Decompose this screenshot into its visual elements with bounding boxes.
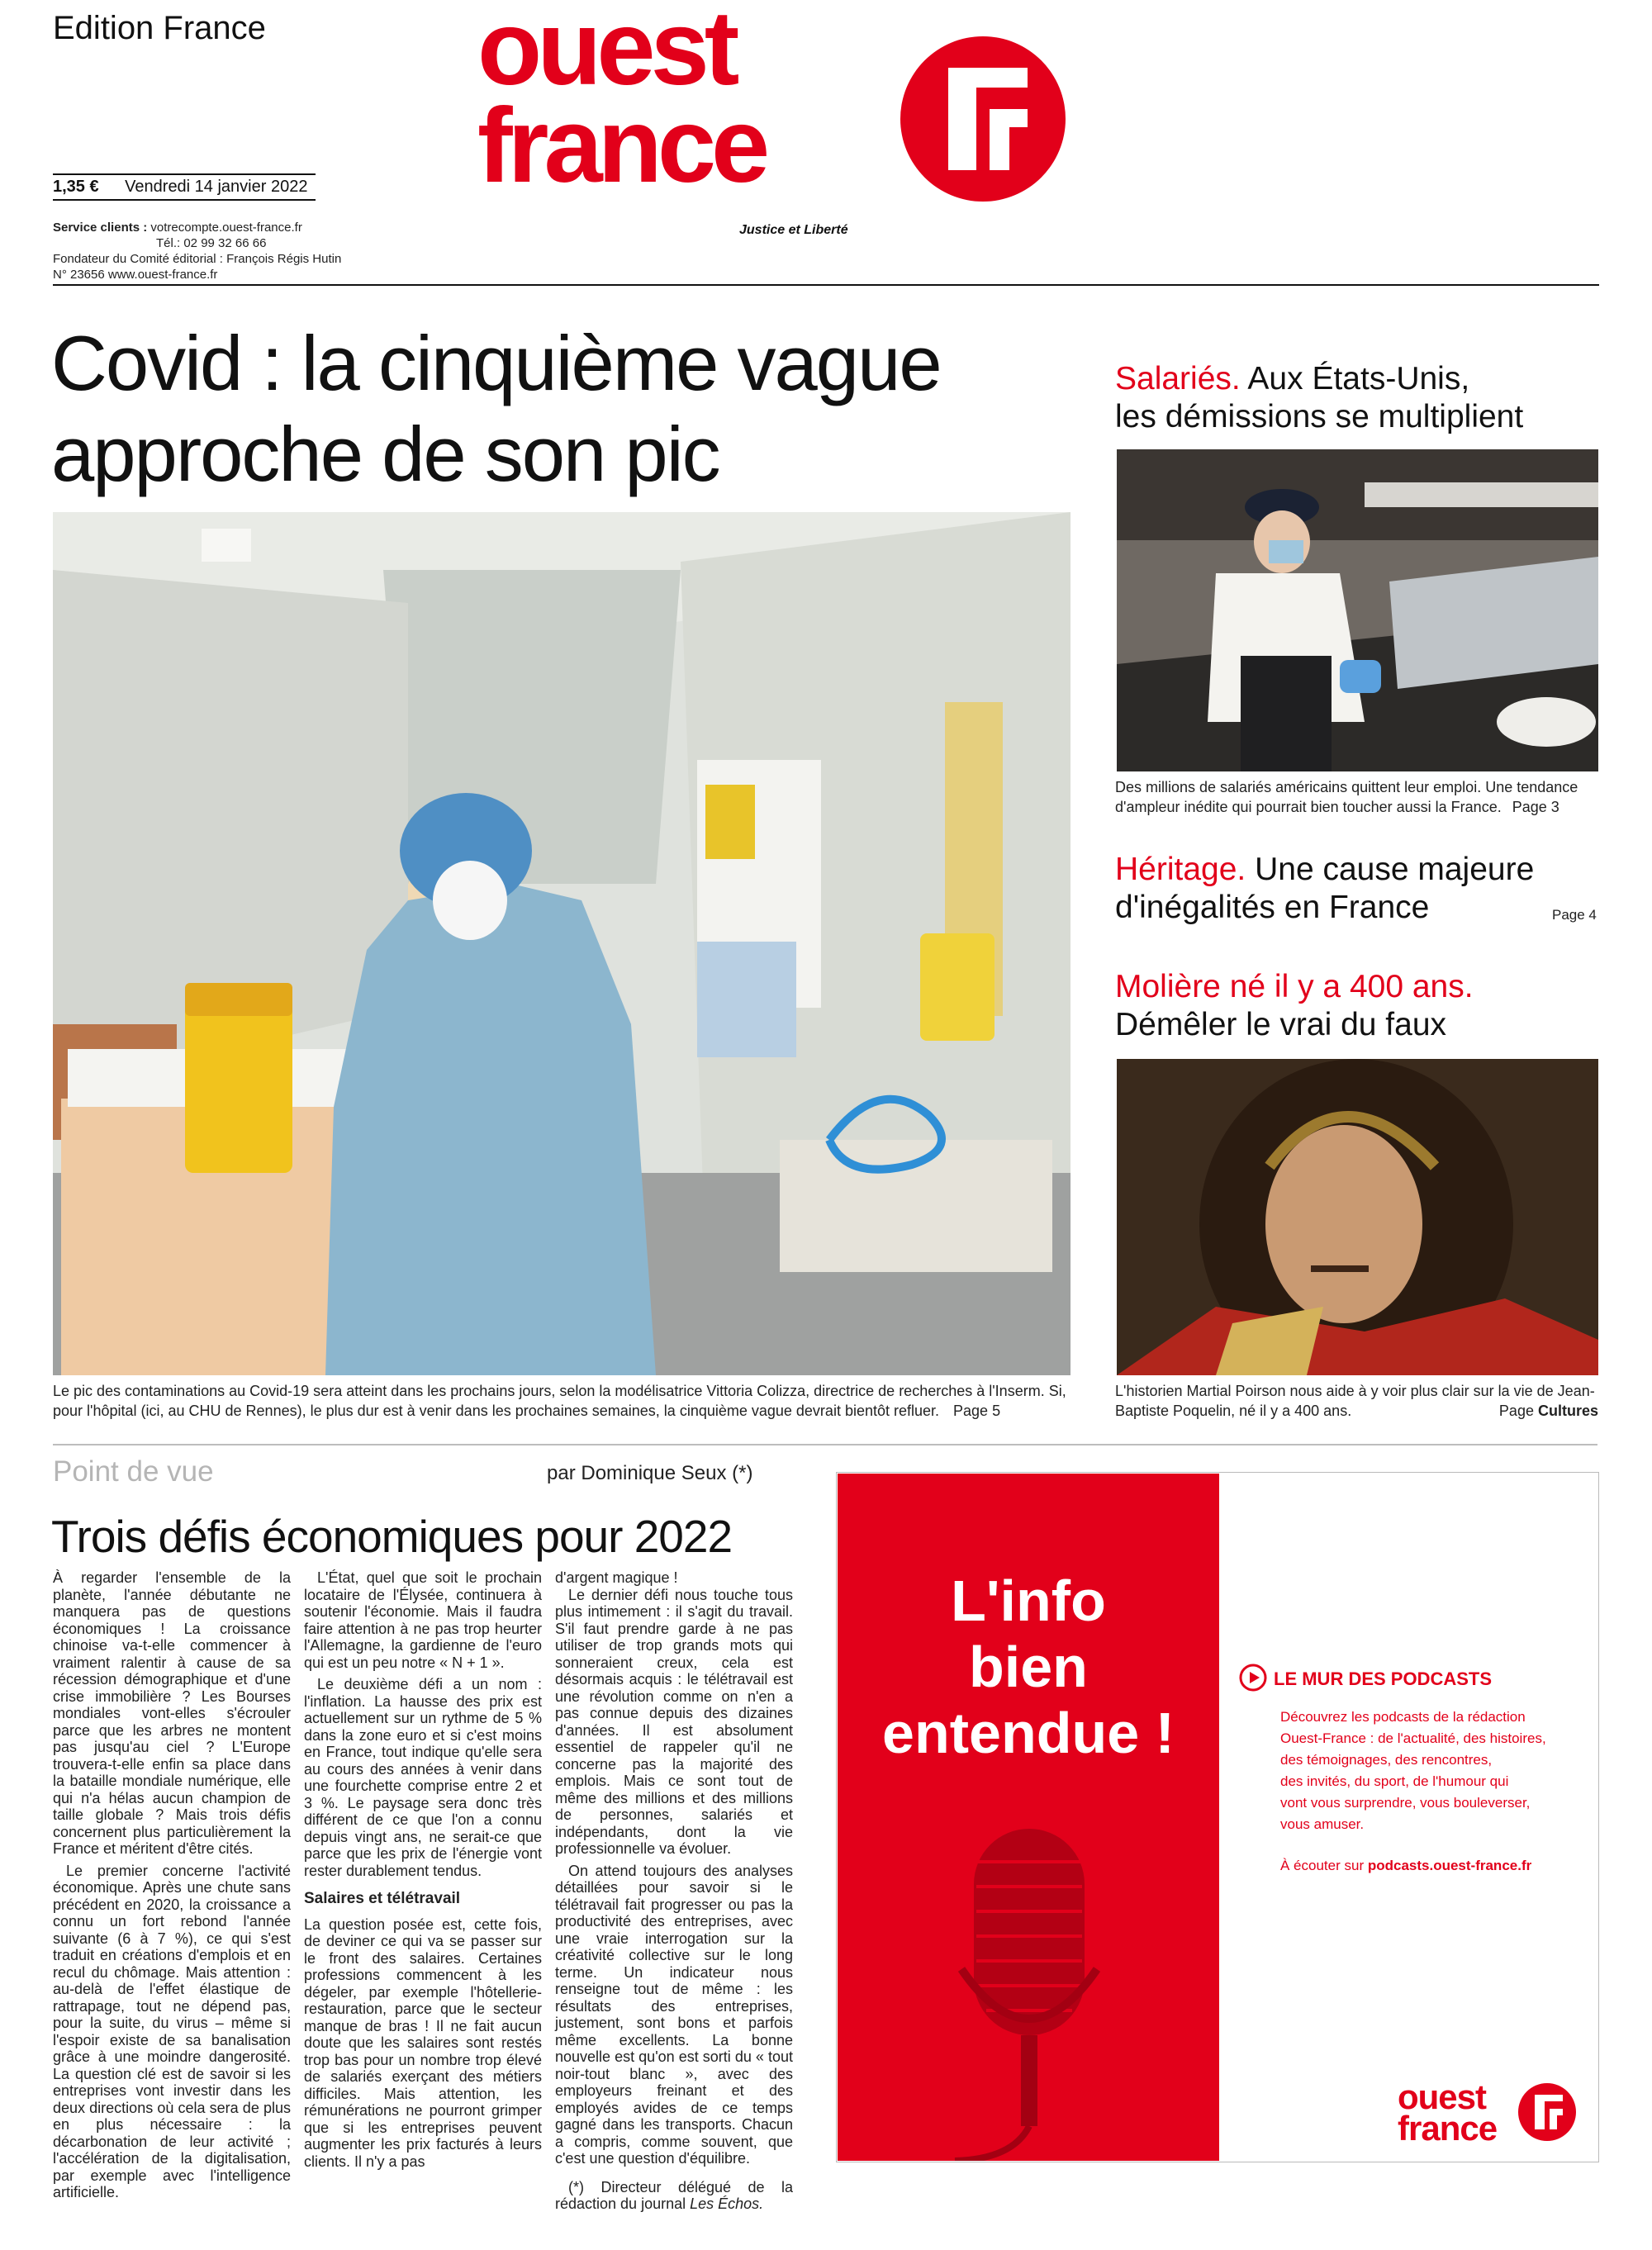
podcast-description: [1280, 1706, 1586, 1877]
issue-date: Vendredi 14 janvier 2022: [125, 178, 308, 196]
main-page-ref[interactable]: Page 5: [953, 1403, 1001, 1419]
col2-paragraph-1: L'État, quel que soit le prochain locataire de l'Élysée, continuera à soutenir l'économie. Mais il faudra faire attention à ne pas trop heurter l'Allemagne, la gardienne de l'euro qui est un peu notre « N + 1 ».: [304, 1569, 542, 1671]
story1-caption: [1115, 777, 1598, 817]
listen-url: podcasts.ouest-france.fr: [1367, 1858, 1532, 1873]
story2-page-ref[interactable]: Page 4: [1552, 907, 1597, 923]
podcast-title-text: LE MUR DES PODCASTS: [1274, 1668, 1493, 1689]
article-footnote: [555, 2179, 793, 2213]
podcast-listen-link[interactable]: [1280, 1855, 1586, 1877]
col2-paragraph-2: Le deuxième défi a un nom : l'inflation. La hausse des prix est actuellement sur un rythme de 5 % dans la zone euro et si c'est moins en France, tout indique qu'elle sera au cours des années à venir dans une fourchette comprise entre 2 et 3 %. Le paysage sera donc très différent de ce que l'on a connu depuis vingt ans, ne serait-ce que parce que les prix de l'énergie vont rester durablement tendus.: [304, 1676, 542, 1879]
main-photo-caption: [53, 1381, 1069, 1421]
sidebar-photo-kitchen[interactable]: [1117, 449, 1598, 771]
service-phone: Tél.: 02 99 32 66 66: [156, 236, 267, 250]
edition-label: Edition France: [53, 10, 266, 46]
story2-title-2: d'inégalités en France: [1115, 890, 1430, 925]
story1-caption-text: Des millions de salariés américains quittent leur emploi. Une tendance d'ampleur inédite qui pourrait bien toucher aussi la France.: [1115, 779, 1578, 815]
article-column-3: [555, 1569, 793, 2213]
story3-title-2: Démêler le vrai du faux: [1115, 1007, 1447, 1042]
sidebar-photo-moliere-portrait[interactable]: [1117, 1059, 1598, 1375]
col3-paragraph-2: Le dernier défi nous touche tous plus intimement : il s'agit du travail. S'il faut prendre garde à ne pas utiliser de trop grands mots qui sonneraient creux, cela est désormais acquis : le télétravail est une révolution comme on n'en a pas connue depuis des dizaines d'années. Il est absolument essentiel de rappeler qu'il ne concerne pas la majorité des emplois. Mais ce sont tout de même des millions et des millions de personnes, salariés et indépendants, dont la vie professionnelle va évoluer.: [555, 1586, 793, 1857]
desc-line-3: des témoignages, des rencontres,: [1280, 1752, 1493, 1768]
service-label: Service clients :: [53, 221, 148, 235]
header-rule: [53, 284, 1599, 286]
desc-line-5: vont vous surprendre, vous bouleverser,: [1280, 1795, 1531, 1811]
col3-paragraph-1: d'argent magique !: [555, 1569, 678, 1586]
issue-number: N° 23656 www.ouest-france.fr: [53, 268, 218, 282]
footnote-text: (*) Directeur délégué de la rédaction du journal: [555, 2178, 793, 2212]
desc-line-1: Découvrez les podcasts de la rédaction: [1280, 1709, 1526, 1725]
ad-logo-line-1: ouest: [1398, 2077, 1487, 2116]
play-icon: [1239, 1664, 1267, 1697]
story2-title-1: Une cause majeure: [1255, 852, 1535, 887]
story1-title-2: les démissions se multiplient: [1115, 399, 1524, 434]
logo-line-ouest: ouest: [477, 0, 735, 107]
ouest-france-logo[interactable]: [477, 0, 766, 205]
ad-headline-2: bien: [969, 1635, 1088, 1699]
story1-kicker: Salariés.: [1115, 361, 1241, 396]
founder-line: Fondateur du Comité éditorial : François Régis Hutin: [53, 252, 342, 266]
story2-kicker: Héritage.: [1115, 852, 1246, 887]
headline-line-1: Covid : la cinquième vague: [51, 320, 941, 406]
listen-prefix: À écouter sur: [1280, 1858, 1365, 1873]
main-photo-hospital[interactable]: [53, 512, 1070, 1375]
story3-kicker: Molière né il y a 400 ans.: [1115, 969, 1474, 1004]
sidebar-story-heritage-title[interactable]: [1115, 851, 1611, 927]
price-date-row: [53, 173, 316, 201]
logo-emblem-icon: [900, 36, 1066, 202]
story1-page-ref[interactable]: Page 3: [1512, 799, 1559, 815]
logo-line-france: france: [477, 87, 766, 205]
col3-paragraph-3: On attend toujours des analyses détaillées pour savoir si le télétravail fait progresser ou pas la productivité des entreprises, avec une vraie interrogation sur la créativité collective sur le long terme. Un indicateur nous renseigne tout de même : les résultats des entreprises, justement, sont bons et parfois même excellents. La bonne nouvelle est qu'on est sorti du « tout noir-tout blanc », avec des employeurs freinant et des employés avides de ce temps gagné dans les transports. Chacun a compris, comme souvent, que c'est une question d'équilibre.: [555, 1862, 793, 2167]
col2-paragraph-3: La question posée est, cette fois, de deviner ce qui va se passer sur le front des salaires. Certaines professions commencent à les dégeler, par exemple l'hôtellerie-restauration, parce que le secteur manque de bras ! Il ne fait aucun doute que les salaires sont restés trop bas pour un nombre trop élevé de salariés exerçant des métiers difficiles. Mais attention, les rémunérations ne pourront grimper que si les entreprises peuvent augmenter les prix facturés à leurs clients. Il n'y a pas: [304, 1915, 542, 2170]
desc-line-4: des invités, du sport, de l'humour qui: [1280, 1773, 1509, 1789]
service-site-link[interactable]: votrecompte.ouest-france.fr: [150, 221, 302, 235]
publisher-info: [53, 220, 341, 282]
podcast-section-title[interactable]: [1239, 1664, 1492, 1697]
headline-line-2: approche de son pic: [51, 411, 719, 497]
story3-caption: [1115, 1381, 1598, 1421]
main-headline[interactable]: [51, 318, 1075, 500]
article-column-2: [304, 1569, 542, 2170]
section-divider: [53, 1444, 1597, 1445]
ad-headline-3: entendue !: [882, 1701, 1175, 1765]
story3-page-ref[interactable]: [1499, 1401, 1598, 1421]
article-title[interactable]: Trois défis économiques pour 2022: [51, 1511, 733, 1562]
sidebar-story-moliere-title[interactable]: [1115, 968, 1611, 1044]
col1-paragraph-2: Le premier concerne l'activité économique. Après une chute sans précédent en 2020, la croissance a connu un fort rebond l'année suivante (6 à 7 %), ce qui s'est traduit en créations d'emplois et en recul du chômage. Mais attention : au-delà de l'effet élastique de rattrapage, tout ne dépend pas, pour la suite, du virus – même si l'espoir existe de sa banalisation grâce à une moindre dangerosité. La question clé est de savoir si les entreprises vont investir dans les deux directions où cela sera de plus en plus nécessaire : la décarbonation de leur activité ; l'accélération de la digitalisation, par exemple avec l'intelligence artificielle.: [53, 1862, 291, 2200]
story3-page-prefix: Page: [1498, 1403, 1534, 1419]
tagline: Justice et Liberté: [739, 223, 848, 237]
sidebar-story-salaries-title[interactable]: [1115, 360, 1611, 436]
story3-caption-text: L'historien Martial Poirson nous aide à y voir plus clair sur la vie de Jean-Baptiste Poquelin, né il y a 400 ans.: [1115, 1383, 1595, 1419]
ad-logo-emblem-icon: [1518, 2083, 1576, 2141]
ad-logo-line-2: france: [1398, 2109, 1498, 2148]
desc-line-2: Ouest-France : de l'actualité, des histoires,: [1280, 1730, 1546, 1746]
desc-line-6: vous amuser.: [1280, 1816, 1365, 1832]
price: 1,35 €: [53, 178, 99, 196]
ad-headline-1: L'info: [951, 1569, 1106, 1633]
col1-paragraph-1: À regarder l'ensemble de la planète, l'année débutante ne manquera pas de questions économiques ! La croissance chinoise va-t-elle commencer à vraiment ralentir à cause de sa récession démographique et d'une crise immobilière ? Les Bourses mondiales vont-elles s'écrouler parce que les arbres ne montent pas jusqu'au ciel ? L'Europe trouvera-t-elle enfin sa place dans la bataille mondiale numérique, elle qui n'a hélas aucun champion de taille globale ? Mais trois défis concernent plus particulièrement la France et méritent d'être cités.: [53, 1569, 291, 1857]
ad-logo: [1398, 2077, 1498, 2148]
ad-headline: [838, 1568, 1219, 1766]
story1-title-1: Aux États-Unis,: [1247, 361, 1470, 396]
footnote-paper: Les Échos.: [690, 2195, 764, 2212]
article-subhead: Salaires et télétravail: [304, 1890, 461, 1907]
main-caption-text: Le pic des contaminations au Covid-19 sera atteint dans les prochains jours, selon la modélisatrice Vittoria Colizza, directrice de recherches à l'Inserm. Si, pour l'hôpital (ici, au CHU de Rennes), le plus dur est à venir dans les prochaines semaines, la cinquième vague devrait bientôt refluer.: [53, 1383, 1066, 1419]
section-point-de-vue: Point de vue: [53, 1455, 214, 1488]
article-column-1: [53, 1569, 291, 2201]
story3-page-section: Cultures: [1537, 1403, 1598, 1419]
article-byline: par Dominique Seux (*): [547, 1462, 753, 1484]
